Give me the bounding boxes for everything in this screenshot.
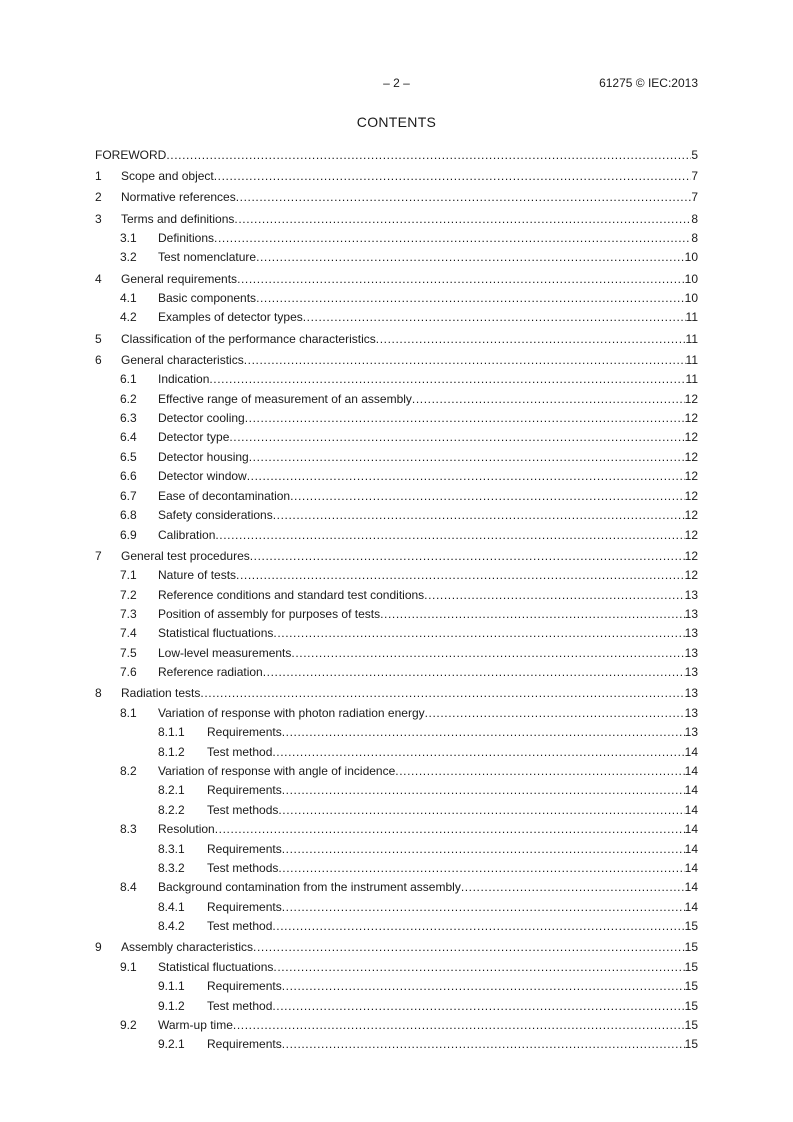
toc-entry-title: Requirements xyxy=(207,841,282,856)
dot-leader xyxy=(237,270,685,289)
dot-leader xyxy=(273,624,684,643)
dot-leader xyxy=(290,487,685,506)
toc-entry-number: 9.2 xyxy=(120,1018,137,1033)
toc-entry-number: 6.3 xyxy=(120,411,137,426)
toc-entry-page: 11 xyxy=(685,310,698,325)
toc-entry[interactable] xyxy=(95,188,698,207)
toc-entry-page: 14 xyxy=(684,783,698,798)
toc-entry-number: 4.2 xyxy=(120,310,137,325)
dot-leader xyxy=(461,878,685,897)
toc-entry-number: 6.6 xyxy=(120,469,137,484)
toc-entry[interactable] xyxy=(95,605,698,624)
standard-reference: 61275 © IEC:2013 xyxy=(599,76,698,90)
toc-entry[interactable] xyxy=(95,330,698,349)
dot-leader xyxy=(278,801,684,820)
dot-leader xyxy=(282,781,685,800)
toc-entry[interactable] xyxy=(95,390,698,409)
toc-entry-page: 14 xyxy=(684,744,698,759)
toc-entry-title: Position of assembly for purposes of tests xyxy=(158,606,381,621)
toc-entry[interactable] xyxy=(95,270,698,289)
toc-entry[interactable] xyxy=(95,781,698,800)
toc-entry-title: Detector type xyxy=(158,430,230,445)
toc-entry-title: Safety considerations xyxy=(158,508,273,523)
dot-leader xyxy=(229,428,684,447)
toc-entry-title: Requirements xyxy=(207,899,282,914)
toc-entry-title: Terms and definitions xyxy=(121,211,235,226)
toc-entry-page: 11 xyxy=(685,372,698,387)
toc-entry-title: Nature of tests xyxy=(158,568,237,583)
toc-entry[interactable] xyxy=(95,704,698,723)
toc-entry-number: 9.2.1 xyxy=(158,1037,185,1052)
toc-entry[interactable] xyxy=(95,370,698,389)
toc-entry[interactable] xyxy=(95,898,698,917)
toc-entry-title: Classification of the performance characteristics xyxy=(121,331,376,346)
toc-entry-title: Requirements xyxy=(207,783,282,798)
dot-leader xyxy=(253,938,685,957)
dot-leader xyxy=(273,958,684,977)
dot-leader xyxy=(273,506,685,525)
toc-entry[interactable] xyxy=(95,840,698,859)
toc-entry-number: 6.9 xyxy=(120,527,137,542)
toc-entry-number: 7.2 xyxy=(120,587,137,602)
toc-entry[interactable] xyxy=(95,308,698,327)
dot-leader xyxy=(215,820,685,839)
toc-entry-title: FOREWORD xyxy=(95,148,167,162)
toc-entry[interactable] xyxy=(95,248,698,267)
toc-entry-number: 2 xyxy=(95,190,102,205)
dot-leader xyxy=(291,644,684,663)
toc-entry-title: Scope and object xyxy=(121,169,214,184)
toc-entry-title: Statistical fluctuations xyxy=(158,626,274,641)
toc-entry-page: 12 xyxy=(684,527,698,542)
toc-entry-page: 15 xyxy=(684,940,698,955)
dot-leader xyxy=(247,467,685,486)
dot-leader xyxy=(412,390,685,409)
dot-leader xyxy=(244,351,686,370)
dot-leader xyxy=(249,448,685,467)
toc-entry-title: Resolution xyxy=(158,822,215,837)
toc-entry-page: 13 xyxy=(684,665,698,680)
toc-entry-number: 7.6 xyxy=(120,665,137,680)
dot-leader xyxy=(234,210,691,229)
dot-leader xyxy=(236,566,685,585)
toc-entry[interactable] xyxy=(95,820,698,839)
toc-entry-page: 13 xyxy=(684,705,698,720)
toc-entry-page: 13 xyxy=(684,606,698,621)
toc-entry-number: 3.2 xyxy=(120,250,137,265)
toc-entry-title: General characteristics xyxy=(121,352,244,367)
dot-leader xyxy=(233,1016,685,1035)
dot-leader xyxy=(395,762,684,781)
toc-entry[interactable] xyxy=(95,409,698,428)
toc-entry-title: Test nomenclature xyxy=(158,250,257,265)
toc-entry-page: 13 xyxy=(684,686,698,701)
toc-entry-page: 5 xyxy=(691,148,698,162)
dot-leader xyxy=(272,917,684,936)
toc-entry-number: 7.4 xyxy=(120,626,137,641)
toc-entry-title: Requirements xyxy=(207,979,282,994)
toc-entry[interactable] xyxy=(95,506,698,525)
toc-entry-page: 14 xyxy=(684,899,698,914)
toc-entry[interactable] xyxy=(95,467,698,486)
toc-entry-title: Background contamination from the instrument assembly xyxy=(158,880,461,895)
toc-entry-page: 15 xyxy=(684,998,698,1013)
toc-entry-number: 4.1 xyxy=(120,291,137,306)
toc-entry-number: 6.4 xyxy=(120,430,137,445)
dot-leader xyxy=(282,723,685,742)
toc-entry[interactable] xyxy=(95,1016,698,1035)
toc-entry-page: 12 xyxy=(684,568,698,583)
toc-entry-page: 12 xyxy=(684,449,698,464)
toc-entry-title: Statistical fluctuations xyxy=(158,959,274,974)
toc-entry[interactable] xyxy=(95,289,698,308)
dot-leader xyxy=(209,370,685,389)
toc-entry-number: 9.1 xyxy=(120,959,137,974)
dot-leader xyxy=(278,859,684,878)
toc-entry-title: Variation of response with angle of incidence xyxy=(158,763,396,778)
page-title: CONTENTS xyxy=(356,114,437,130)
toc-entry[interactable] xyxy=(95,448,698,467)
toc-entry-title: Normative references xyxy=(121,190,236,205)
toc-entry-title: Requirements xyxy=(207,725,282,740)
toc-entry-number: 6 xyxy=(95,352,102,367)
toc-entry-number: 7.3 xyxy=(120,606,137,621)
toc-entry-number: 7.1 xyxy=(120,568,137,583)
toc-entry-title: Variation of response with photon radiation energy xyxy=(158,705,425,720)
toc-entry[interactable] xyxy=(95,878,698,897)
toc-entry[interactable] xyxy=(95,958,698,977)
toc-entry-title: Definitions xyxy=(158,231,215,246)
toc-entry-number: 6.2 xyxy=(120,391,137,406)
toc-entry[interactable] xyxy=(95,624,698,643)
toc-entry-page: 14 xyxy=(684,822,698,837)
toc-entry-title: General requirements xyxy=(121,271,238,286)
dot-leader xyxy=(380,605,685,624)
toc-entry-title: Basic components xyxy=(158,291,257,306)
toc-entry-title: Test methods xyxy=(207,802,279,817)
toc-entry-page: 12 xyxy=(684,411,698,426)
toc-entry-page: 15 xyxy=(684,979,698,994)
toc-entry-page: 10 xyxy=(684,271,698,286)
toc-entry[interactable] xyxy=(95,977,698,996)
toc-entry-number: 5 xyxy=(95,331,102,346)
toc-entry-number: 8.1.2 xyxy=(158,744,185,759)
toc-entry[interactable] xyxy=(95,938,698,957)
toc-entry-page: 13 xyxy=(684,626,698,641)
dot-leader xyxy=(236,188,692,207)
toc-entry[interactable] xyxy=(95,487,698,506)
page-number: – 2 – xyxy=(383,76,410,90)
toc-entry-page: 12 xyxy=(684,488,698,503)
toc-entry-number: 4 xyxy=(95,271,102,286)
toc-entry-page: 11 xyxy=(685,352,698,367)
toc-entry-title: Test methods xyxy=(207,861,279,875)
toc-entry-page: 10 xyxy=(684,291,698,306)
toc-entry-page: 14 xyxy=(684,861,698,875)
dot-leader xyxy=(200,684,684,703)
toc-entry-title: Calibration xyxy=(158,527,216,542)
toc-entry-title: General test procedures xyxy=(121,548,250,563)
toc-entry-number: 8.1 xyxy=(120,705,137,720)
toc-entry[interactable] xyxy=(95,428,698,447)
toc-entry[interactable] xyxy=(95,917,698,936)
toc-entry[interactable] xyxy=(95,997,698,1016)
toc-entry-title: Reference conditions and standard test conditions xyxy=(158,587,425,602)
toc-entry-title: Warm-up time xyxy=(158,1018,233,1033)
toc-entry-number: 6.5 xyxy=(120,449,137,464)
toc-entry[interactable] xyxy=(95,351,698,370)
toc-entry[interactable] xyxy=(95,566,698,585)
page-header xyxy=(0,76,793,92)
dot-leader xyxy=(282,1035,685,1054)
toc-entry-title: Test method xyxy=(207,919,273,934)
dot-leader xyxy=(424,586,684,605)
toc-entry-number: 8.3.1 xyxy=(158,841,185,856)
toc-entry-number: 6.1 xyxy=(120,372,137,387)
toc-entry-page: 13 xyxy=(684,725,698,740)
toc-entry-page: 15 xyxy=(684,1018,698,1033)
toc-entry-number: 1 xyxy=(95,169,102,184)
toc-entry-title: Reference radiation xyxy=(158,665,263,680)
table-of-contents xyxy=(95,146,698,1055)
toc-entry-page: 12 xyxy=(684,391,698,406)
toc-entry-number: 8.2 xyxy=(120,763,137,778)
toc-entry-page: 12 xyxy=(684,548,698,563)
toc-entry-title: Detector window xyxy=(158,469,247,484)
dot-leader xyxy=(282,977,685,996)
toc-entry[interactable] xyxy=(95,146,698,165)
toc-entry-number: 8.4 xyxy=(120,880,137,895)
toc-entry-title: Effective range of measurement of an assembly xyxy=(158,391,412,406)
toc-entry-page: 14 xyxy=(684,841,698,856)
toc-entry-number: 8 xyxy=(95,686,102,701)
dot-leader xyxy=(215,526,684,545)
toc-entry-title: Test method xyxy=(207,998,273,1013)
toc-entry-page: 8 xyxy=(691,211,698,226)
toc-entry-number: 7 xyxy=(95,548,102,563)
toc-entry-title: Ease of decontamination xyxy=(158,488,291,503)
dot-leader xyxy=(425,704,685,723)
dot-leader xyxy=(245,409,685,428)
toc-entry-number: 9.1.1 xyxy=(158,979,185,994)
toc-entry-title: Radiation tests xyxy=(121,686,201,701)
toc-entry-page: 15 xyxy=(684,919,698,934)
toc-entry-title: Indication xyxy=(158,372,210,387)
dot-leader xyxy=(256,289,685,308)
toc-entry-page: 13 xyxy=(684,587,698,602)
toc-entry-number: 7.5 xyxy=(120,645,137,660)
toc-entry-page: 8 xyxy=(691,231,698,246)
dot-leader xyxy=(166,146,691,165)
toc-entry-number: 8.2.1 xyxy=(158,783,185,798)
toc-entry-number: 8.3.2 xyxy=(158,861,185,875)
toc-entry-page: 15 xyxy=(684,1037,698,1052)
toc-entry[interactable] xyxy=(95,547,698,566)
toc-entry-page: 11 xyxy=(685,331,698,346)
toc-entry-number: 8.4.1 xyxy=(158,899,185,914)
toc-entry-page: 10 xyxy=(684,250,698,265)
dot-leader xyxy=(250,547,685,566)
toc-entry-title: Test method xyxy=(207,744,273,759)
toc-entry-number: 8.1.1 xyxy=(158,725,185,740)
toc-entry[interactable] xyxy=(95,859,698,878)
toc-entry[interactable] xyxy=(95,167,698,186)
toc-entry-number: 3 xyxy=(95,211,102,226)
dot-leader xyxy=(214,229,691,248)
toc-entry-number: 8.3 xyxy=(120,822,137,837)
toc-entry-page: 7 xyxy=(691,169,698,184)
toc-entry-number: 6.7 xyxy=(120,488,137,503)
toc-entry-number: 6.8 xyxy=(120,508,137,523)
toc-entry-number: 8.4.2 xyxy=(158,919,185,934)
toc-entry-number: 9 xyxy=(95,940,102,955)
toc-entry[interactable] xyxy=(95,526,698,545)
toc-entry-page: 14 xyxy=(684,880,698,895)
dot-leader xyxy=(214,167,692,186)
toc-entry[interactable] xyxy=(95,663,698,682)
toc-entry-number: 8.2.2 xyxy=(158,802,185,817)
toc-entry[interactable] xyxy=(95,723,698,742)
toc-entry-page: 14 xyxy=(684,802,698,817)
toc-entry-title: Examples of detector types xyxy=(158,310,303,325)
toc-entry[interactable] xyxy=(95,586,698,605)
toc-entry-page: 14 xyxy=(684,763,698,778)
toc-entry[interactable] xyxy=(95,644,698,663)
dot-leader xyxy=(256,248,685,267)
dot-leader xyxy=(282,840,685,859)
dot-leader xyxy=(376,330,686,349)
toc-entry[interactable] xyxy=(95,684,698,703)
dot-leader xyxy=(282,898,685,917)
toc-entry-title: Requirements xyxy=(207,1037,282,1052)
dot-leader xyxy=(303,308,686,327)
toc-entry-number: 9.1.2 xyxy=(158,998,185,1013)
toc-entry-title: Assembly characteristics xyxy=(121,940,254,955)
toc-entry[interactable] xyxy=(95,762,698,781)
toc-entry[interactable] xyxy=(95,743,698,762)
toc-entry-page: 12 xyxy=(684,469,698,484)
toc-entry[interactable] xyxy=(95,1035,698,1054)
toc-entry-page: 7 xyxy=(691,190,698,205)
toc-entry-title: Detector housing xyxy=(158,449,249,464)
dot-leader xyxy=(272,997,684,1016)
toc-entry-page: 12 xyxy=(684,430,698,445)
dot-leader xyxy=(272,743,684,762)
toc-entry-title: Detector cooling xyxy=(158,411,245,426)
toc-entry[interactable] xyxy=(95,229,698,248)
toc-entry-page: 13 xyxy=(684,645,698,660)
dot-leader xyxy=(263,663,685,682)
toc-entry-title: Low-level measurements xyxy=(158,645,292,660)
toc-entry-number: 3.1 xyxy=(120,231,137,246)
toc-entry-page: 15 xyxy=(684,959,698,974)
toc-entry-page: 12 xyxy=(684,508,698,523)
toc-entry[interactable] xyxy=(95,210,698,229)
toc-entry[interactable] xyxy=(95,801,698,820)
